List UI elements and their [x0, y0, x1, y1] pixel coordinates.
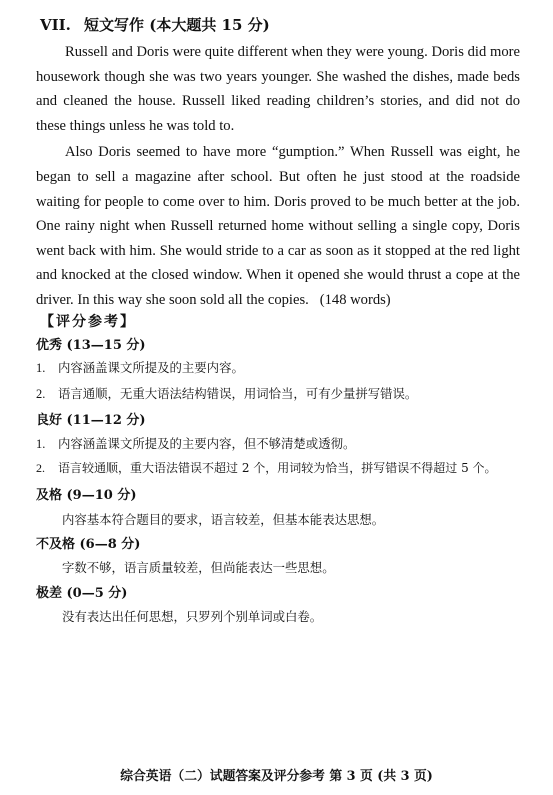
essay-paragraph-1: Russell and Doris were quite different when they were young. Doris did more housework though she was two years younger. She washed the dishes, made beds and cleaned the house. Russell liked reading children’s stories, and did not do these things unless he was told to. — [36, 44, 520, 134]
good-criterion-1: 1. 内容涵盖课文所提及的主要内容，但不够清楚或透彻。 — [36, 436, 356, 451]
poor-criterion: 没有表达出任何思想，只罗列个别单词或白卷。 — [62, 609, 323, 624]
model-essay — [36, 40, 520, 315]
good-criterion-2: 2. 语言较通顺，重大语法错误不超过 2 个，用词较为恰当，拼写错误不得超过 5 个。 — [36, 461, 497, 475]
excellent-criterion-2: 2. 语言通顺，无重大语法结构错误，用词恰当，可有少量拼写错误。 — [36, 386, 418, 401]
section-heading — [40, 14, 270, 35]
fail-criterion: 字数不够，语言质量较差，但尚能表达一些思想。 — [62, 560, 335, 575]
word-count: (148 words) — [319, 291, 391, 308]
essay-paragraph-2 — [36, 140, 520, 312]
rubric-title: 【评分参考】 — [40, 314, 136, 330]
grade-poor-label: 极差 (0—5 分) — [36, 586, 128, 601]
grade-fail-label: 不及格 (6—8 分) — [36, 537, 141, 552]
essay-paragraph-2-text: Also Doris seemed to have more “gumption.” When Russell was eight, he began to sell a magazine after school. But often he just stood at the roadside waiting for people to come over to him. Doris proved to be much better at the job. One rainy night when Russell returned home without selling a single copy, Doris went back with him. She would stride to a car as soon as it stopped at the red light and knocked at the closed window. When it opened she would thrust a cope at the driver. In this way she soon sold all the copies. — [36, 144, 520, 308]
section-number: VII. — [40, 16, 71, 34]
grade-excellent-label: 优秀 (13—15 分) — [36, 338, 146, 353]
pass-criterion: 内容基本符合题目的要求，语言较差，但基本能表达思想。 — [62, 512, 385, 527]
grade-pass-label: 及格 (9—10 分) — [36, 488, 137, 503]
section-title: 短文写作 (本大题共 15 分) — [84, 16, 270, 34]
excellent-criterion-1: 1. 内容涵盖课文所提及的主要内容。 — [36, 360, 244, 375]
page-footer: 综合英语（二）试题答案及评分参考 第 3 页 (共 3 页) — [120, 769, 433, 784]
grade-good-label: 良好 (11—12 分) — [36, 413, 146, 428]
